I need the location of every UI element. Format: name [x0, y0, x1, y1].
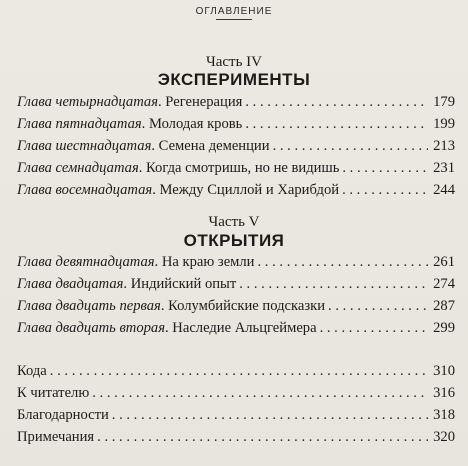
chapter-number: Глава четырнадцатая — [17, 94, 158, 110]
toc-entry[interactable] — [17, 385, 455, 402]
page-number: 179 — [433, 94, 455, 110]
toc-entry[interactable] — [17, 138, 455, 155]
toc-entry[interactable] — [17, 160, 455, 177]
section-title: Примечания — [17, 429, 95, 445]
chapter-title: На краю земли — [161, 254, 255, 270]
dot-leader — [273, 138, 428, 155]
part-title: ОТКРЫТИЯ — [183, 231, 285, 250]
chapter-number: Глава семнадцатая — [17, 160, 139, 176]
chapter-number: Глава двадцать первая — [17, 298, 161, 314]
separator: . — [151, 138, 159, 154]
chapter-title: Между Сциллой и Харибдой — [159, 182, 340, 198]
part-title: ЭКСПЕРИМЕНТЫ — [157, 70, 311, 89]
separator: . — [123, 276, 131, 292]
dot-leader — [245, 116, 428, 133]
page-number: 318 — [433, 407, 455, 423]
separator: . — [158, 94, 166, 110]
section-title: Благодарности — [17, 407, 109, 423]
page-number: 231 — [433, 160, 455, 176]
chapter-number: Глава двадцать вторая — [17, 320, 165, 336]
separator: . — [160, 298, 169, 314]
chapter-title: Семена деменции — [158, 138, 270, 154]
part-label: Часть V — [208, 214, 260, 230]
page-number: 320 — [433, 429, 455, 445]
chapter-title: Регенерация — [165, 94, 243, 110]
page-number: 310 — [433, 363, 455, 379]
chapter-title: Колумбийские подсказки — [168, 298, 326, 314]
dot-leader — [245, 94, 428, 111]
page-number: 244 — [433, 182, 455, 198]
dot-leader — [239, 276, 428, 293]
toc-entry[interactable] — [17, 363, 455, 380]
page-number: 213 — [433, 138, 455, 154]
dot-leader — [342, 182, 428, 199]
dot-leader — [342, 160, 428, 177]
toc-entry[interactable] — [17, 429, 455, 446]
separator: . — [165, 320, 173, 336]
toc-entry[interactable] — [17, 254, 455, 271]
separator: . — [138, 160, 147, 176]
page-number: 316 — [433, 385, 455, 401]
toc-entry[interactable] — [17, 182, 455, 199]
page-number: 287 — [433, 298, 455, 314]
dot-leader — [50, 363, 428, 380]
section-title: К читателю — [17, 385, 90, 401]
chapter-number: Глава девятнадцатая — [17, 254, 155, 270]
page-number: 299 — [433, 320, 455, 336]
separator: . — [141, 116, 149, 132]
chapter-title: Когда смотришь, но не видишь — [146, 160, 340, 176]
dot-leader — [328, 298, 428, 315]
section-title: Кода — [17, 363, 47, 379]
dot-leader — [112, 407, 428, 424]
chapter-number: Глава восемнадцатая — [17, 182, 153, 198]
chapter-number: Глава пятнадцатая — [17, 116, 142, 132]
toc-entry[interactable] — [17, 407, 455, 424]
toc-entry[interactable] — [17, 320, 455, 337]
toc-entry[interactable] — [17, 116, 455, 133]
part-label: Часть IV — [205, 54, 263, 70]
chapter-title: Наследие Альцгеймера — [172, 320, 317, 336]
toc-entry[interactable] — [17, 94, 455, 111]
separator: . — [152, 182, 160, 198]
chapter-title: Молодая кровь — [148, 116, 243, 132]
page-number: 199 — [433, 116, 455, 132]
dot-leader — [97, 429, 428, 446]
chapter-number: Глава двадцатая — [17, 276, 124, 292]
page-number: 274 — [433, 276, 455, 292]
chapter-title: Индийский опыт — [130, 276, 237, 292]
toc-entry[interactable] — [17, 298, 455, 315]
running-head: ОГЛАВЛЕНИЕ — [0, 6, 468, 20]
dot-leader — [258, 254, 429, 271]
dot-leader — [320, 320, 428, 337]
toc-entry[interactable] — [17, 276, 455, 293]
dot-leader — [92, 385, 428, 402]
page-number: 261 — [433, 254, 455, 270]
chapter-number: Глава шестнадцатая — [17, 138, 152, 154]
separator: . — [154, 254, 162, 270]
